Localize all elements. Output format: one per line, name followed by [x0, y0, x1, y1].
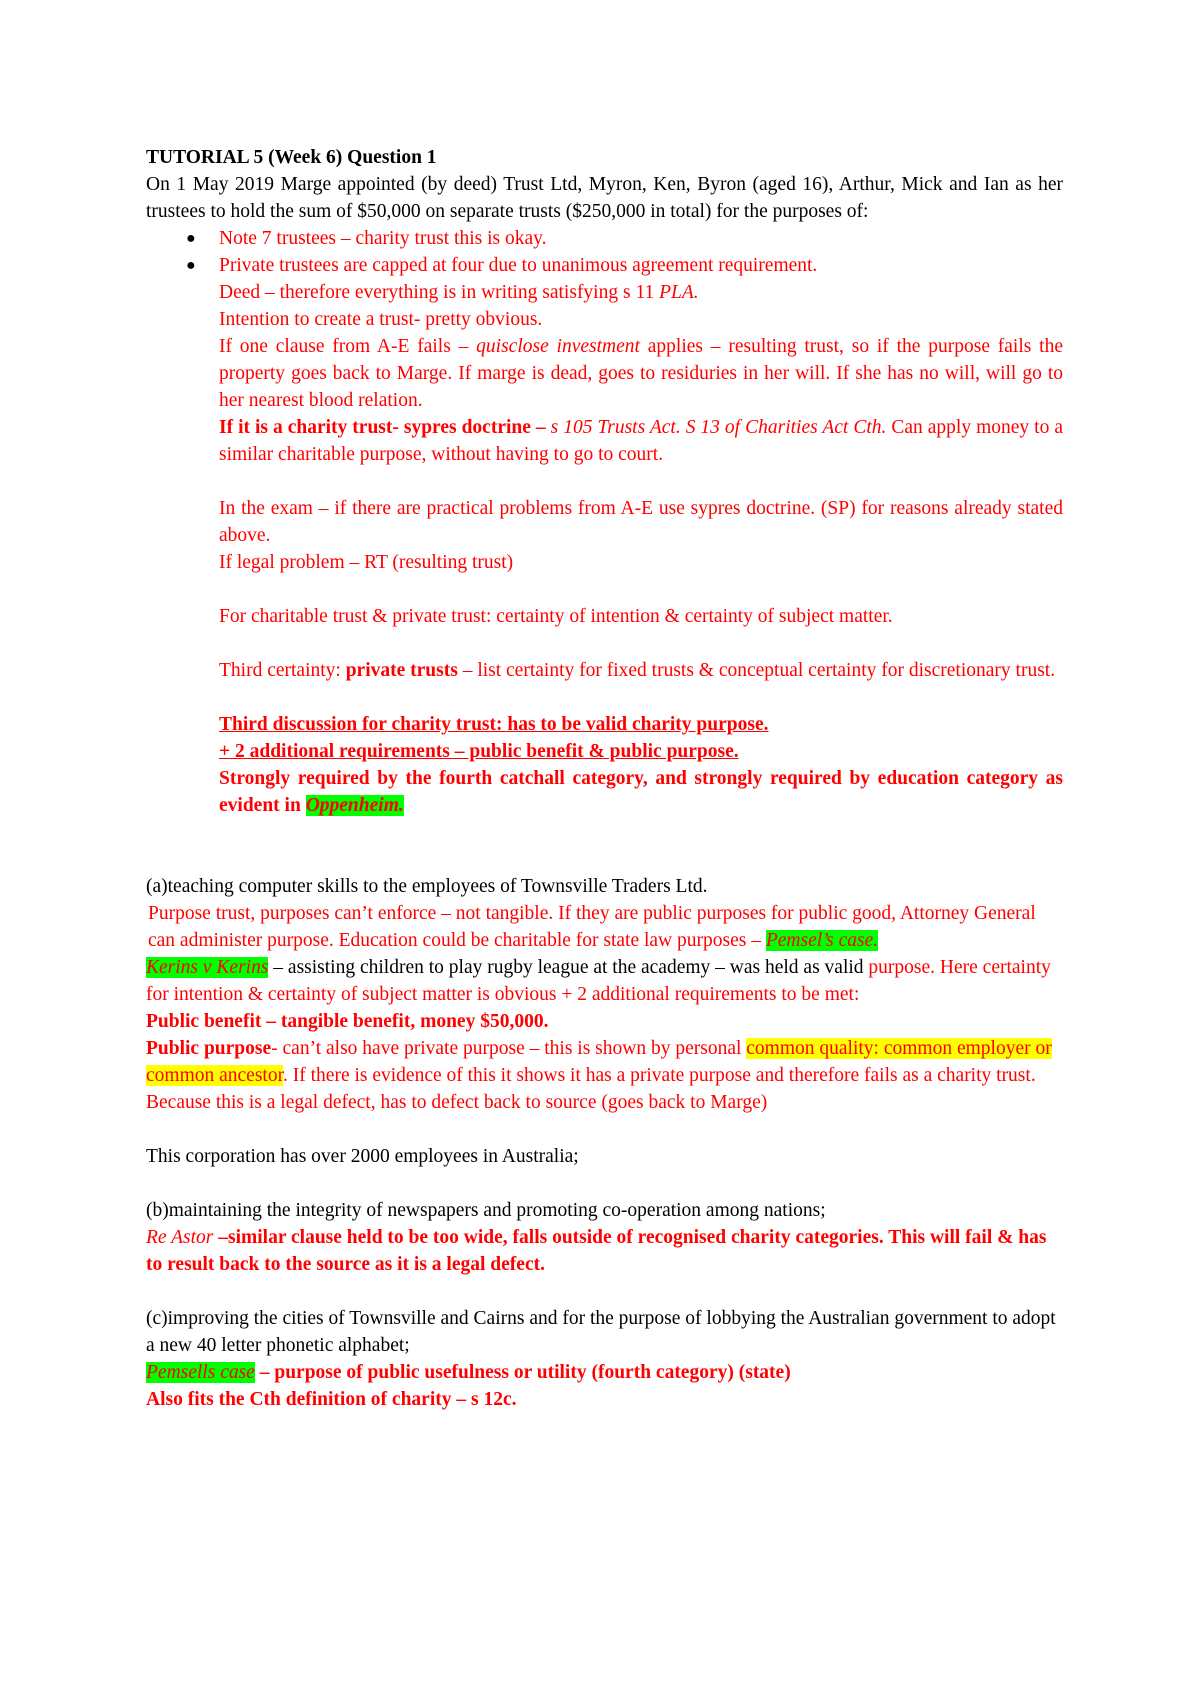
document-page: [146, 144, 1063, 1413]
bullet-icon: ●: [186, 257, 196, 274]
part-a-kerins-text: – assisting children to play rugby league at the academy – was held as valid: [268, 957, 869, 978]
part-c: [146, 1305, 1063, 1413]
part-a-public-purpose-rest: . If there is evidence of this it shows it has a private purpose and therefore fails as a charity trust. Because this is a legal defect, has to defect back to source (goes back to Marge): [146, 1065, 1036, 1113]
note-exam: In the exam – if there are practical problems from A-E use sypres doctrine. (SP) for reasons already stated above.: [219, 498, 1063, 546]
part-a-kerins-note: purpose. Here certainty for intention & certainty of subject matter is obvious + 2 additional requirements to be met:: [146, 957, 1051, 1005]
note-deed: [219, 279, 1063, 306]
note-clause-rest: applies – resulting trust, so if the purpose fails the property goes back to Marge. If marge is dead, goes to residuries in her will. If she has no will, will go to her nearest blood relation.: [219, 336, 1063, 411]
case-pemsel: Pemsel’s case.: [765, 930, 879, 951]
part-c-heading: (c)improving the cities of Townsville and Cairns and for the purpose of lobbying the Australian government to adopt a new 40 letter phonetic alphabet;: [146, 1308, 1056, 1356]
note-deed-statute: PLA.: [659, 282, 699, 303]
note-strongly-text: Strongly required by the fourth catchall category, and strongly required by education category as evident in: [219, 768, 1063, 816]
note-sypres-heading: If it is a charity trust- sypres doctrine –: [219, 417, 551, 438]
note-clause-text: If one clause from A-E fails –: [219, 336, 477, 357]
part-a-purpose-text: Purpose trust, purposes can’t enforce – not tangible. If they are public purposes for public good, Attorney General can administer purpose. Education could be charitable for state law purposes –: [148, 903, 1036, 951]
document-title: TUTORIAL 5 (Week 6) Question 1: [146, 147, 437, 168]
spacer: [146, 1278, 1063, 1305]
part-a-purpose: [146, 900, 1063, 954]
bullet-text: Note 7 trustees – charity trust this is okay.: [219, 228, 547, 249]
part-a-public-purpose-text: - can’t also have private purpose – this is shown by personal: [271, 1038, 747, 1059]
part-a-public-purpose: [146, 1035, 1063, 1116]
note-bullet-list: [146, 225, 1063, 279]
note-sypres-rest: Can apply money to a similar charitable purpose, without having to go to court.: [219, 417, 1063, 465]
spacer: [146, 1116, 1063, 1143]
spacer: [219, 576, 1063, 603]
bullet-text: Private trustees are capped at four due to unanimous agreement requirement.: [219, 255, 818, 276]
part-a-heading: (a)teaching computer skills to the employees of Townsville Traders Ltd.: [146, 876, 708, 897]
spacer: [146, 1170, 1063, 1197]
note-deed-text: Deed – therefore everything is in writing satisfying s 11: [219, 282, 660, 303]
case-kerins: Kerins v Kerins: [146, 957, 269, 978]
case-re-astor: Re Astor: [146, 1227, 214, 1248]
part-b-astor: [146, 1224, 1063, 1278]
note-intention: Intention to create a trust- pretty obvious.: [219, 309, 543, 330]
bullet-item: [146, 225, 1063, 252]
spacer: [219, 630, 1063, 657]
spacer: [219, 684, 1063, 711]
part-c-pemsells-text: – purpose of public usefulness or utility (fourth category) (state): [254, 1362, 791, 1383]
note-clause-term: quisclose investment: [476, 336, 640, 357]
note-third-rest: – list certainty for fixed trusts & conceptual certainty for discretionary trust.: [457, 660, 1056, 681]
note-certainty: For charitable trust & private trust: certainty of intention & certainty of subject matter.: [219, 606, 893, 627]
part-a-common-quality: common quality: common employer or common ancestor: [146, 1038, 1052, 1086]
part-b-heading: (b)maintaining the integrity of newspapers and promoting co-operation among nations;: [146, 1200, 826, 1221]
question-intro: On 1 May 2019 Marge appointed (by deed) Trust Ltd, Myron, Ken, Byron (aged 16), Arthur, Mick and Ian as her trustees to hold the sum of $50,000 on separate trusts ($250,000 in total) for the purposes of:: [146, 174, 1063, 222]
note-legal: If legal problem – RT (resulting trust): [219, 552, 514, 573]
spacer: [219, 468, 1063, 495]
part-b-astor-text: –similar clause held to be too wide, falls outside of recognised charity categories. This will fail & has to result back to the source as it is a legal defect.: [146, 1227, 1047, 1275]
note-third-certainty: [219, 657, 1063, 684]
part-a: [146, 873, 1063, 1170]
part-a-kerins: [146, 954, 1063, 1008]
note-additional-requirements: + 2 additional requirements – public benefit & public purpose.: [219, 741, 739, 762]
notes-block: [146, 279, 1063, 819]
case-oppenheim: Oppenheim.: [305, 795, 404, 816]
part-b: [146, 1197, 1063, 1278]
note-clause: [219, 333, 1063, 414]
spacer: [146, 819, 1063, 873]
bullet-item: [146, 252, 1063, 279]
note-sypres-statute: s 105 Trusts Act. S 13 of Charities Act Cth.: [550, 417, 887, 438]
part-c-cth: Also fits the Cth definition of charity – s 12c.: [146, 1389, 517, 1410]
note-sypres: [219, 414, 1063, 468]
bullet-icon: ●: [186, 230, 196, 247]
note-third-text: Third certainty:: [219, 660, 346, 681]
note-third-bold: private trusts: [345, 660, 458, 681]
note-strongly-required: [219, 765, 1063, 819]
part-a-public-benefit: Public benefit – tangible benefit, money $50,000.: [146, 1011, 549, 1032]
case-pemsells: Pemsells case: [146, 1362, 255, 1383]
part-c-pemsells: [146, 1359, 1063, 1386]
part-a-public-purpose-label: Public purpose: [146, 1038, 272, 1059]
note-third-discussion: Third discussion for charity trust: has to be valid charity purpose.: [219, 714, 769, 735]
part-a-corporation: This corporation has over 2000 employees in Australia;: [146, 1146, 579, 1167]
